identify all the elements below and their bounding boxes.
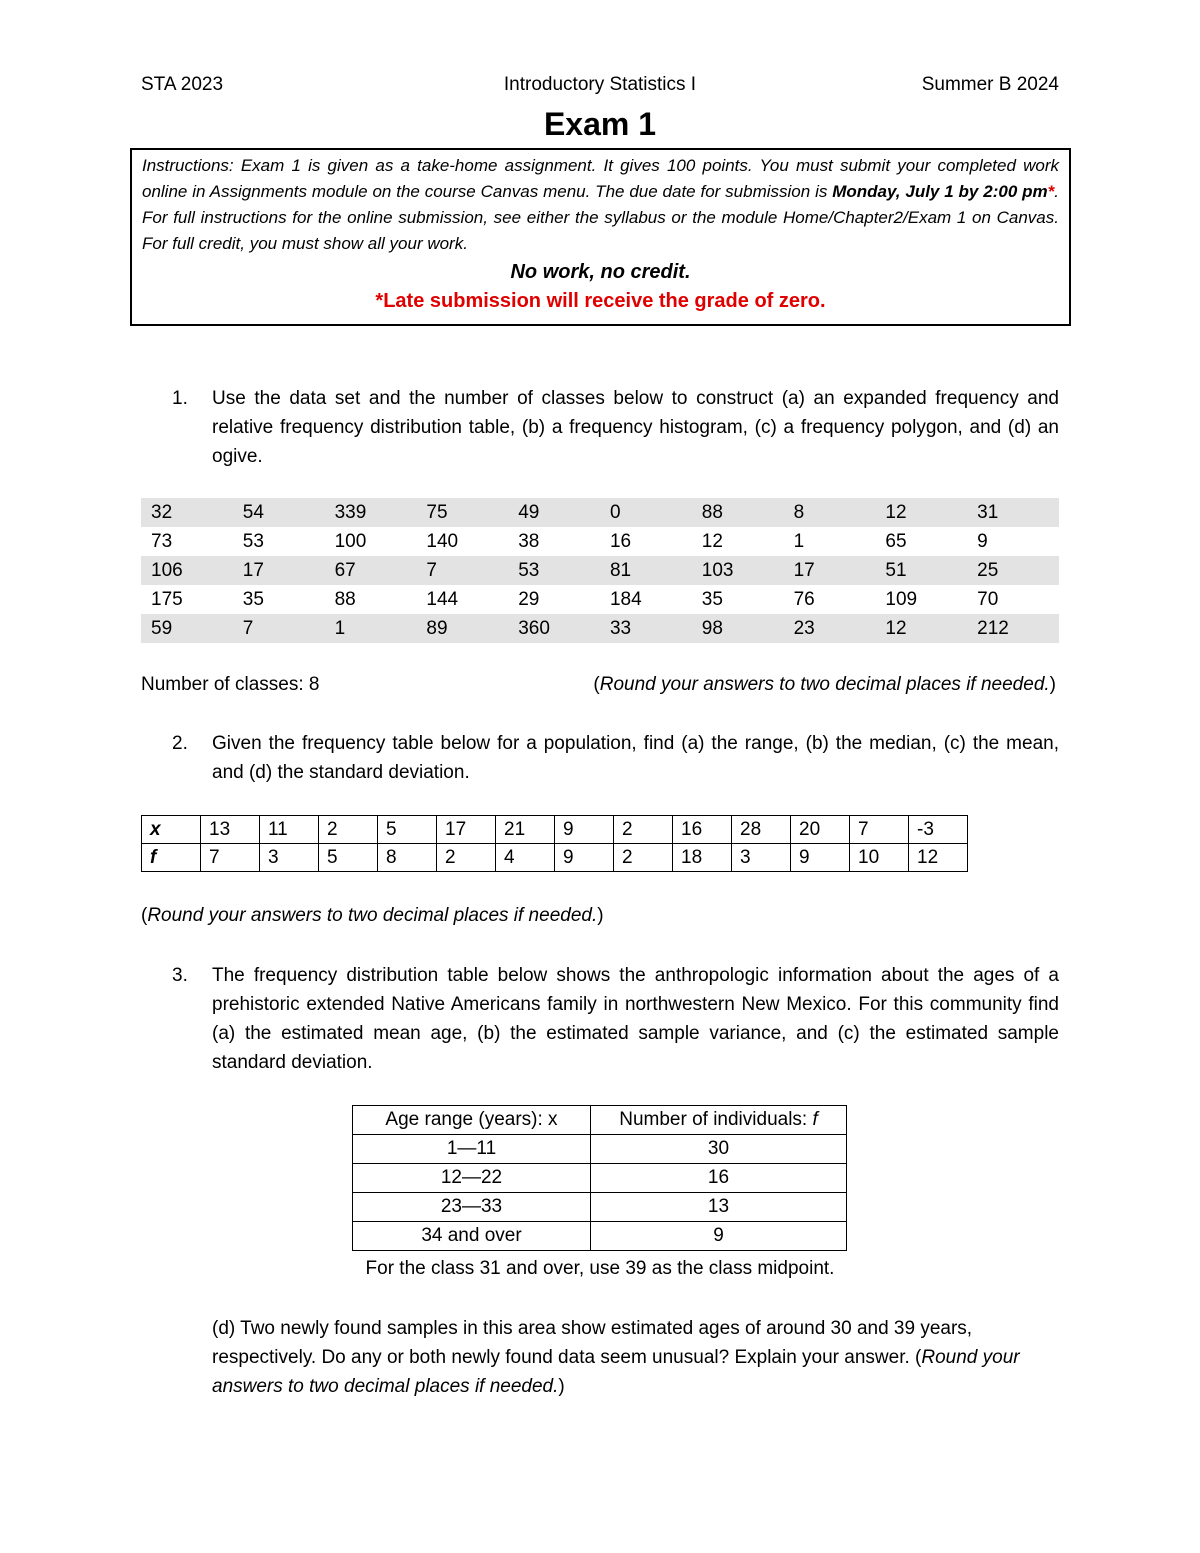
x-value-cell: 2 [319,816,378,844]
age-range-header: Age range (years): x [353,1106,591,1135]
data-cell: 53 [508,556,600,585]
data-cell: 212 [967,614,1059,643]
f-value-cell: 5 [319,844,378,872]
data-cell: 360 [508,614,600,643]
data-cell: 8 [784,498,876,527]
x-value-cell: 21 [496,816,555,844]
question-3-text: The frequency distribution table below shows the anthropologic information about the ages of a prehistoric extended Native Americans family in northwestern New Mexico. For this community find (a) the estimated mean age, (b) the estimated sample variance, and (c) the estimated sample standard deviation. [212,965,1059,1073]
data-cell: 16 [609,530,632,552]
data-row [141,498,1059,527]
data-cell: 12 [701,530,723,552]
x-value-cell: 5 [378,816,437,844]
data-cell: 29 [518,588,540,610]
data-cell: 23 [784,614,876,643]
data-cell: 12 [875,498,967,527]
individuals-cell: 9 [591,1222,847,1251]
data-cell: 103 [692,556,784,585]
question-1-text: Use the data set and the number of classes below to construct (a) an expanded frequency and relative frequency distribution table, (b) a frequency histogram, (c) a frequency polygon, and (d) an ogive. [212,388,1059,467]
age-range-cell: 23—33 [353,1193,591,1222]
data-cell: 59 [141,614,233,643]
individuals-cell: 16 [591,1164,847,1193]
data-row [141,556,1059,585]
f-value-cell: 18 [673,844,732,872]
data-cell: 17 [233,556,325,585]
f-value-cell: 3 [732,844,791,872]
data-cell: 100 [334,530,367,552]
age-range-cell: 34 and over [353,1222,591,1251]
age-range-cell: 12—22 [353,1164,591,1193]
f-value-cell: 9 [555,844,614,872]
x-value-cell: -3 [909,816,968,844]
x-value-cell: 20 [791,816,850,844]
f-value-cell: 9 [791,844,850,872]
question-3-number: 3. [172,965,188,986]
data-cell: 25 [967,556,1059,585]
data-cell: 106 [141,556,233,585]
data-cell: 1 [325,614,417,643]
data-cell: 175 [151,588,183,610]
due-marker: * [1047,182,1055,201]
data-cell: 184 [609,588,642,610]
data-cell: 54 [233,498,325,527]
exam-title: Exam 1 [543,106,657,142]
individuals-cell: 30 [591,1135,847,1164]
course-code: STA 2023 [141,74,224,95]
f-value-cell: 4 [496,844,555,872]
instructions-box [130,148,1071,326]
midpoint-note: For the class 31 and over, use 39 as the class midpoint. [365,1258,835,1279]
f-label: f [142,844,201,872]
f-value-cell: 10 [850,844,909,872]
data-cell: 53 [242,530,264,552]
q1-round-note: (Round your answers to two decimal places if needed.) [593,674,1056,695]
number-of-classes: Number of classes: 8 [141,674,320,695]
data-cell: 109 [885,588,918,610]
data-cell: 7 [416,556,508,585]
data-cell: 35 [242,588,264,610]
course-title: Introductory Statistics I [503,74,697,95]
x-value-cell: 9 [555,816,614,844]
data-cell: 144 [426,588,459,610]
data-cell: 76 [793,588,815,610]
f-value-cell: 12 [909,844,968,872]
age-row [353,1164,847,1193]
data-cell: 38 [518,530,540,552]
age-distribution-table [352,1105,847,1251]
data-cell: 140 [426,530,459,552]
x-label: x [142,816,201,844]
data-cell: 1 [793,530,805,552]
data-cell: 0 [600,498,692,527]
data-cell: 339 [325,498,417,527]
age-row [353,1222,847,1251]
x-value-cell: 11 [260,816,319,844]
data-cell: 31 [967,498,1059,527]
data-cell: 32 [141,498,233,527]
data-cell: 88 [692,498,784,527]
data-cell: 51 [875,556,967,585]
q2-round-note: (Round your answers to two decimal places if needed.) [141,905,604,926]
x-row [142,816,968,844]
question-1 [172,384,1059,471]
age-table-header [353,1106,847,1135]
question-2-text: Given the frequency table below for a population, find (a) the range, (b) the median, (c) the mean, and (d) the standard deviation. [212,733,1059,783]
data-cell: 88 [334,588,356,610]
data-cell: 75 [416,498,508,527]
x-value-cell: 2 [614,816,673,844]
data-cell: 70 [977,588,999,610]
x-value-cell: 28 [732,816,791,844]
x-value-cell: 7 [850,816,909,844]
f-row [142,844,968,872]
data-cell: 12 [875,614,967,643]
f-value-cell: 2 [614,844,673,872]
data-row [141,585,1059,614]
x-value-cell: 16 [673,816,732,844]
late-notice: *Late submission will receive the grade of zero. [375,290,826,312]
f-value-cell: 7 [201,844,260,872]
age-range-cell: 1—11 [353,1135,591,1164]
f-value-cell: 2 [437,844,496,872]
data-cell: 89 [416,614,508,643]
data-cell: 33 [600,614,692,643]
individuals-cell: 13 [591,1193,847,1222]
population-frequency-table [141,815,968,872]
question-3d-text: (d) Two newly found samples in this area show estimated ages of around 30 and 39 years, respectively. Do any or both newly found data seem unusual? Explain your answer. (Round your answers to two decimal places if needed.) [212,1318,1020,1397]
due-date: Monday, July 1 by 2:00 pm [832,182,1048,201]
f-value-cell: 8 [378,844,437,872]
data-cell: 49 [508,498,600,527]
no-work-notice: No work, no credit. [510,261,691,283]
data-cell: 9 [977,530,988,552]
data-row [141,614,1059,643]
f-value-cell: 3 [260,844,319,872]
data-cell: 65 [885,530,907,552]
data-row [141,527,1059,556]
question-3 [172,961,1059,1077]
data-set-table [141,498,1059,643]
question-2-number: 2. [172,733,188,754]
data-cell: 35 [701,588,723,610]
instructions-text: Instructions: Exam 1 is given as a take-home assignment. It gives 100 points. You must submit your completed work online in Assignments module on the course Canvas menu. The due date for submission is Monday, July 1 by 2:00 pm*. For full instructions for the online submission, see either the syllabus or the module Home/Chapter2/Exam 1 on Canvas. For full credit, you must show all your work. [142,156,1059,253]
question-1-number: 1. [172,388,188,409]
x-value-cell: 17 [437,816,496,844]
individuals-header: Number of individuals: f [591,1106,847,1135]
data-cell: 81 [600,556,692,585]
data-cell: 98 [692,614,784,643]
data-cell: 7 [233,614,325,643]
term: Summer B 2024 [921,74,1059,95]
data-cell: 17 [784,556,876,585]
data-cell: 67 [325,556,417,585]
age-row [353,1135,847,1164]
x-value-cell: 13 [201,816,260,844]
question-2 [172,729,1059,787]
age-row [353,1193,847,1222]
data-cell: 73 [151,530,173,552]
